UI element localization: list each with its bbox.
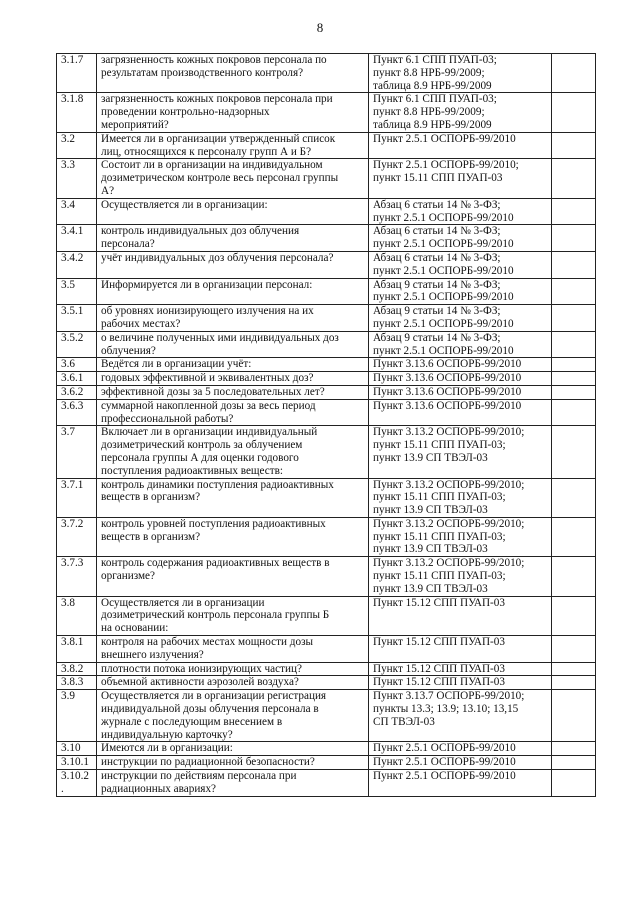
table-row [57,93,596,132]
answer-cell[interactable] [552,305,596,332]
question-cell: Осуществляется ли в организации: [97,198,369,225]
question-cell: плотности потока ионизирующих частиц? [97,662,369,676]
answer-cell[interactable] [552,742,596,756]
question-cell: инструкции по действиям персонала при радиационных авариях? [97,770,369,797]
item-number-cell: 3.9 [57,690,97,742]
answer-cell[interactable] [552,596,596,635]
answer-cell[interactable] [552,636,596,663]
item-number-cell: 3.8 [57,596,97,635]
item-number-cell: 3.7 [57,426,97,478]
item-number-cell: 3.8.1 [57,636,97,663]
answer-cell[interactable] [552,478,596,517]
answer-cell[interactable] [552,557,596,596]
table-row [57,198,596,225]
item-number-cell: 3.6 [57,358,97,372]
answer-cell[interactable] [552,331,596,358]
legal-reference-cell: Абзац 9 статьи 14 № 3-ФЗ; пункт 2.5.1 ОСПОРБ-99/2010 [369,305,552,332]
item-number-cell: 3.1.8 [57,93,97,132]
legal-reference-cell: Пункт 3.13.2 ОСПОРБ-99/2010; пункт 15.11 СПП ПУАП-03; пункт 13.9 СП ТВЭЛ-03 [369,478,552,517]
legal-reference-cell: Абзац 6 статьи 14 № 3-ФЗ; пункт 2.5.1 ОСПОРБ-99/2010 [369,225,552,252]
question-cell: Ведётся ли в организации учёт: [97,358,369,372]
legal-reference-cell: Пункт 6.1 СПП ПУАП-03; пункт 8.8 НРБ-99/2009; таблица 8.9 НРБ-99/2009 [369,54,552,93]
question-cell: контроль индивидуальных доз облучения персонала? [97,225,369,252]
item-number-cell: 3.10 [57,742,97,756]
inspection-checklist-table [56,53,596,797]
page-number: 8 [316,20,324,35]
answer-cell[interactable] [552,93,596,132]
legal-reference-cell: Пункт 2.5.1 ОСПОРБ-99/2010 [369,770,552,797]
table-row [57,770,596,797]
item-number-cell: 3.10.2 . [57,770,97,797]
item-number-cell: 3.5.2 [57,331,97,358]
answer-cell[interactable] [552,770,596,797]
question-cell: Состоит ли в организации на индивидуальном дозиметрическом контроле весь персонал группы А? [97,159,369,198]
answer-cell[interactable] [552,385,596,399]
legal-reference-cell: Пункт 3.13.7 ОСПОРБ-99/2010; пункты 13.3; 13.9; 13.10; 13,15 СП ТВЭЛ-03 [369,690,552,742]
answer-cell[interactable] [552,399,596,426]
question-cell: Осуществляется ли в организации дозиметрический контроль персонала группы Б на основании: [97,596,369,635]
answer-cell[interactable] [552,517,596,556]
table-row [57,132,596,159]
table-row [57,636,596,663]
legal-reference-cell: Пункт 2.5.1 ОСПОРБ-99/2010 [369,132,552,159]
question-cell: контроль уровней поступления радиоактивных веществ в организм? [97,517,369,556]
table-row [57,385,596,399]
table-body [57,54,596,797]
legal-reference-cell: Абзац 6 статьи 14 № 3-ФЗ; пункт 2.5.1 ОСПОРБ-99/2010 [369,198,552,225]
answer-cell[interactable] [552,358,596,372]
legal-reference-cell: Пункт 6.1 СПП ПУАП-03; пункт 8.8 НРБ-99/2009; таблица 8.9 НРБ-99/2009 [369,93,552,132]
question-cell: загрязненность кожных покровов персонала по результатам производственного контроля? [97,54,369,93]
question-cell: загрязненность кожных покровов персонала при проведении контрольно-надзорных мероприятий? [97,93,369,132]
legal-reference-cell: Пункт 3.13.6 ОСПОРБ-99/2010 [369,358,552,372]
answer-cell[interactable] [552,756,596,770]
table-row [57,517,596,556]
table-row [57,251,596,278]
legal-reference-cell: Абзац 9 статьи 14 № 3-ФЗ; пункт 2.5.1 ОСПОРБ-99/2010 [369,331,552,358]
answer-cell[interactable] [552,54,596,93]
legal-reference-cell: Пункт 15.12 СПП ПУАП-03 [369,662,552,676]
answer-cell[interactable] [552,159,596,198]
legal-reference-cell: Пункт 3.13.6 ОСПОРБ-99/2010 [369,399,552,426]
legal-reference-cell: Пункт 15.12 СПП ПУАП-03 [369,596,552,635]
answer-cell[interactable] [552,278,596,305]
answer-cell[interactable] [552,251,596,278]
legal-reference-cell: Абзац 6 статьи 14 № 3-ФЗ; пункт 2.5.1 ОСПОРБ-99/2010 [369,251,552,278]
item-number-cell: 3.7.1 [57,478,97,517]
question-cell: о величине полученных ими индивидуальных доз облучения? [97,331,369,358]
legal-reference-cell: Пункт 3.13.2 ОСПОРБ-99/2010; пункт 15.11 СПП ПУАП-03; пункт 13.9 СП ТВЭЛ-03 [369,557,552,596]
legal-reference-cell: Абзац 9 статьи 14 № 3-ФЗ; пункт 2.5.1 ОСПОРБ-99/2010 [369,278,552,305]
item-number-cell: 3.1.7 [57,54,97,93]
table-row [57,159,596,198]
question-cell: эффективной дозы за 5 последовательных лет? [97,385,369,399]
answer-cell[interactable] [552,426,596,478]
item-number-cell: 3.4.2 [57,251,97,278]
item-number-cell: 3.6.3 [57,399,97,426]
question-cell: суммарной накопленной дозы за весь период профессиональной работы? [97,399,369,426]
item-number-cell: 3.10.1 [57,756,97,770]
question-cell: контроля на рабочих местах мощности дозы внешнего излучения? [97,636,369,663]
item-number-cell: 3.6.2 [57,385,97,399]
legal-reference-cell: Пункт 2.5.1 ОСПОРБ-99/2010 [369,742,552,756]
item-number-cell: 3.2 [57,132,97,159]
item-number-cell: 3.7.2 [57,517,97,556]
answer-cell[interactable] [552,662,596,676]
table-row [57,225,596,252]
table-row [57,399,596,426]
table-row [57,54,596,93]
question-cell: учёт индивидуальных доз облучения персонала? [97,251,369,278]
table-row [57,278,596,305]
table-row [57,478,596,517]
question-cell: Имеются ли в организации: [97,742,369,756]
item-number-cell: 3.5 [57,278,97,305]
answer-cell[interactable] [552,132,596,159]
question-cell: инструкции по радиационной безопасности? [97,756,369,770]
legal-reference-cell: Пункт 15.12 СПП ПУАП-03 [369,676,552,690]
answer-cell[interactable] [552,690,596,742]
legal-reference-cell: Пункт 3.13.2 ОСПОРБ-99/2010; пункт 15.11 СПП ПУАП-03; пункт 13.9 СП ТВЭЛ-03 [369,517,552,556]
question-cell: Имеется ли в организации утвержденный список лиц, относящихся к персоналу групп А и Б? [97,132,369,159]
table-row [57,662,596,676]
table-row [57,557,596,596]
table-row [57,358,596,372]
answer-cell[interactable] [552,225,596,252]
legal-reference-cell: Пункт 3.13.6 ОСПОРБ-99/2010 [369,385,552,399]
answer-cell[interactable] [552,676,596,690]
question-cell: объемной активности аэрозолей воздуха? [97,676,369,690]
table-row [57,596,596,635]
question-cell: об уровнях ионизирующего излучения на их рабочих местах? [97,305,369,332]
item-number-cell: 3.8.2 [57,662,97,676]
item-number-cell: 3.5.1 [57,305,97,332]
question-cell: контроль содержания радиоактивных веществ в организме? [97,557,369,596]
answer-cell[interactable] [552,198,596,225]
table-row [57,742,596,756]
table-row [57,331,596,358]
question-cell: Осуществляется ли в организации регистрация индивидуальной дозы облучения персонала в журнале с последующим внесением в индивидуальную карточку? [97,690,369,742]
legal-reference-cell: Пункт 2.5.1 ОСПОРБ-99/2010 [369,756,552,770]
item-number-cell: 3.4.1 [57,225,97,252]
item-number-cell: 3.4 [57,198,97,225]
item-number-cell: 3.3 [57,159,97,198]
legal-reference-cell: Пункт 15.12 СПП ПУАП-03 [369,636,552,663]
legal-reference-cell: Пункт 2.5.1 ОСПОРБ-99/2010; пункт 15.11 СПП ПУАП-03 [369,159,552,198]
question-cell: контроль динамики поступления радиоактивных веществ в организм? [97,478,369,517]
answer-cell[interactable] [552,372,596,386]
question-cell: годовых эффективной и эквивалентных доз? [97,372,369,386]
table-row [57,305,596,332]
table-row [57,690,596,742]
question-cell: Включает ли в организации индивидуальный дозиметрический контроль за облучением персонала группы А для оценки годового поступления радиоактивных веществ: [97,426,369,478]
table-row [57,756,596,770]
question-cell: Информируется ли в организации персонал: [97,278,369,305]
legal-reference-cell: Пункт 3.13.2 ОСПОРБ-99/2010; пункт 15.11 СПП ПУАП-03; пункт 13.9 СП ТВЭЛ-03 [369,426,552,478]
item-number-cell: 3.7.3 [57,557,97,596]
table-row [57,426,596,478]
item-number-cell: 3.6.1 [57,372,97,386]
table-row [57,676,596,690]
item-number-cell: 3.8.3 [57,676,97,690]
legal-reference-cell: Пункт 3.13.6 ОСПОРБ-99/2010 [369,372,552,386]
table-row [57,372,596,386]
